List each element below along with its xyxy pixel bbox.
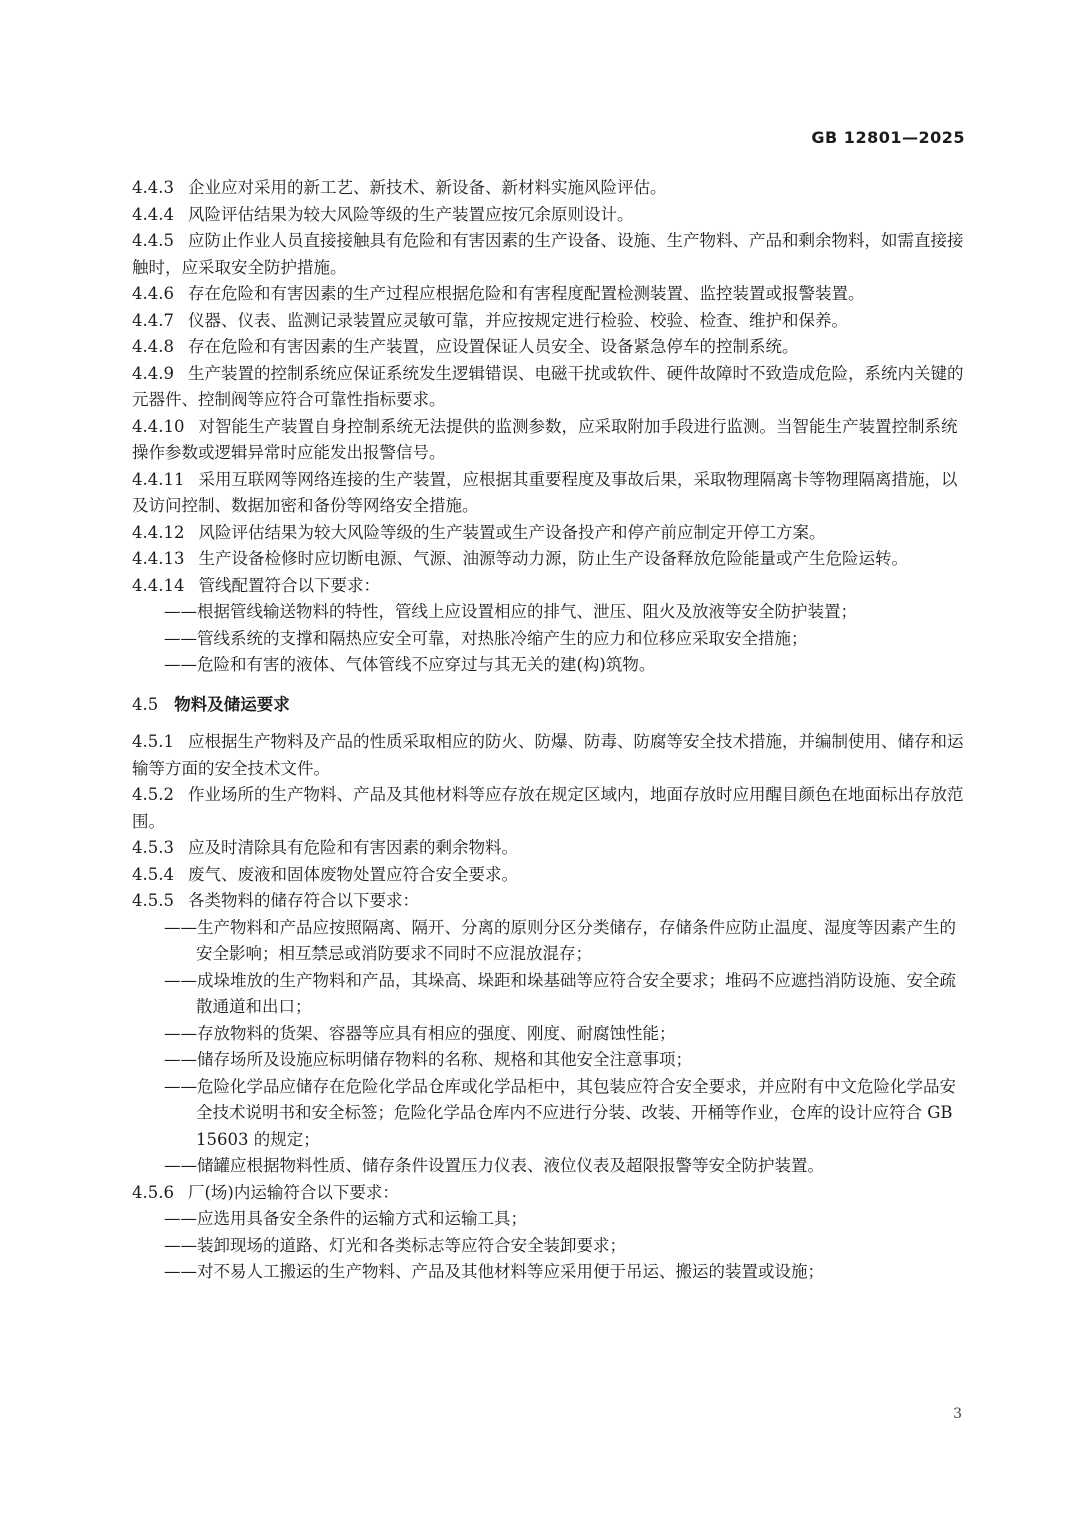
clause-number: 4.5.3 bbox=[132, 838, 174, 857]
list-item: ——对不易人工搬运的生产物料、产品及其他材料等应采用便于吊运、搬运的装置或设施； bbox=[164, 1262, 824, 1281]
list-item: ——根据管线输送物料的特性，管线上应设置相应的排气、泄压、阻火及放液等安全防护装置； bbox=[164, 602, 857, 621]
standard-header: GB 12801—2025 bbox=[811, 128, 965, 147]
clause-number: 4.4.4 bbox=[132, 204, 174, 224]
clause-text: 存在危险和有害因素的生产过程应根据危险和有害程度配置检测装置、监控装置或报警装置。 bbox=[187, 284, 865, 303]
clause-number: 4.4.12 bbox=[132, 522, 185, 542]
clause-number: 4.5 bbox=[132, 694, 159, 714]
clause-number: 4.4.11 bbox=[132, 469, 185, 489]
list-item: ——生产物料和产品应按照隔离、隔开、分离的原则分区分类储存，存储条件应防止温度、湿度等因素产生的安全影响；相互禁忌或消防要求不同时不应混放混存； bbox=[164, 917, 956, 963]
clause-text: 采用互联网等网络连接的生产装置，应根据其重要程度及事故后果，采取物理隔离卡等物理隔离措施，以及访问控制、数据加密和备份等网络安全措施。 bbox=[132, 469, 958, 515]
clause-paragraph bbox=[132, 888, 965, 915]
clause-text: 对智能生产装置自身控制系统无法提供的监测参数，应采取附加手段进行监测。当智能生产装置控制系统操作参数或逻辑异常时应能发出报警信号。 bbox=[132, 416, 958, 462]
clause-paragraph bbox=[132, 202, 965, 229]
clause-paragraph bbox=[132, 467, 965, 520]
clause-number: 4.4.7 bbox=[132, 310, 174, 330]
clause-number: 4.5.6 bbox=[132, 1182, 174, 1202]
clause-number: 4.4.14 bbox=[132, 575, 185, 595]
list-item: ——装卸现场的道路、灯光和各类标志等应符合安全装卸要求； bbox=[164, 1235, 626, 1255]
clause-paragraph bbox=[132, 361, 965, 414]
list-item: ——储罐应根据物料性质、储存条件设置压力仪表、液位仪表及超限报警等安全防护装置。 bbox=[164, 1156, 824, 1175]
clause-text: 应及时清除具有危险和有害因素的剩余物料。 bbox=[187, 838, 518, 857]
clause-number: 4.5.5 bbox=[132, 891, 174, 910]
list-item: ——管线系统的支撑和隔热应安全可靠，对热胀冷缩产生的应力和位移应采取安全措施； bbox=[164, 628, 808, 648]
clause-number: 4.5.1 bbox=[132, 732, 174, 751]
list-item: ——危险化学品应储存在危险化学品仓库或化学品柜中，其包装应符合安全要求，并应附有中文危险化学品安全技术说明书和安全标签；危险化学品仓库内不应进行分装、改装、开桶等作业，仓库的设计应符合 GB 15603 的规定； bbox=[164, 1076, 956, 1149]
clause-paragraph bbox=[132, 862, 965, 889]
clause-number: 4.4.5 bbox=[132, 231, 174, 250]
clause-paragraph bbox=[132, 573, 965, 600]
clause-paragraph bbox=[132, 281, 965, 308]
clause-paragraph bbox=[132, 334, 965, 361]
clause-text: 废气、废液和固体废物处置应符合安全要求。 bbox=[187, 864, 518, 884]
section-title: 物料及储运要求 bbox=[174, 694, 290, 714]
list-item: ——储存场所及设施应标明储存物料的名称、规格和其他安全注意事项； bbox=[164, 1050, 692, 1069]
clause-paragraph bbox=[132, 308, 965, 335]
clause-paragraph bbox=[132, 175, 965, 202]
clause-text: 企业应对采用的新工艺、新技术、新设备、新材料实施风险评估。 bbox=[187, 178, 667, 197]
clause-text: 应根据生产物料及产品的性质采取相应的防火、防爆、防毒、防腐等安全技术措施，并编制使用、储存和运输等方面的安全技术文件。 bbox=[132, 732, 964, 778]
clause-text: 存在危险和有害因素的生产装置，应设置保证人员安全、设备紧急停车的控制系统。 bbox=[187, 337, 799, 356]
clause-paragraph bbox=[132, 414, 965, 467]
clause-text: 厂(场)内运输符合以下要求： bbox=[187, 1182, 399, 1202]
clause-paragraph bbox=[132, 782, 965, 835]
clause-number: 4.4.3 bbox=[132, 178, 174, 197]
list-item: ——应选用具备安全条件的运输方式和运输工具； bbox=[164, 1209, 527, 1228]
clause-paragraph bbox=[132, 1180, 965, 1207]
clause-number: 4.4.13 bbox=[132, 549, 185, 568]
clause-text: 风险评估结果为较大风险等级的生产装置或生产设备投产和停产前应制定开停工方案。 bbox=[198, 522, 826, 542]
clause-paragraph bbox=[132, 835, 965, 862]
clause-text: 各类物料的储存符合以下要求： bbox=[187, 891, 419, 910]
clause-text: 生产设备检修时应切断电源、气源、油源等动力源，防止生产设备释放危险能量或产生危险运转。 bbox=[198, 549, 908, 568]
clause-number: 4.5.4 bbox=[132, 864, 174, 884]
clause-text: 仪器、仪表、监测记录装置应灵敏可靠，并应按规定进行检验、校验、检查、维护和保养。 bbox=[187, 310, 848, 330]
document-body bbox=[132, 175, 965, 1286]
clause-paragraph bbox=[132, 228, 965, 281]
clause-number: 4.4.6 bbox=[132, 284, 174, 303]
clause-number: 4.4.9 bbox=[132, 363, 174, 383]
clause-paragraph bbox=[132, 546, 965, 573]
section-heading bbox=[132, 692, 965, 719]
clause-text: 风险评估结果为较大风险等级的生产装置应按冗余原则设计。 bbox=[187, 204, 634, 224]
clause-paragraph bbox=[132, 520, 965, 547]
clause-number: 4.5.2 bbox=[132, 785, 174, 804]
list-item: ——危险和有害的液体、气体管线不应穿过与其无关的建(构)筑物。 bbox=[164, 655, 656, 674]
clause-number: 4.4.10 bbox=[132, 416, 185, 436]
clause-number: 4.4.8 bbox=[132, 337, 174, 356]
clause-paragraph bbox=[132, 729, 965, 782]
clause-text: 生产装置的控制系统应保证系统发生逻辑错误、电磁干扰或软件、硬件故障时不致造成危险，系统内关键的元器件、控制阀等应符合可靠性指标要求。 bbox=[132, 363, 964, 409]
list-item: ——存放物料的货架、容器等应具有相应的强度、刚度、耐腐蚀性能； bbox=[164, 1023, 676, 1043]
list-item: ——成垛堆放的生产物料和产品，其垛高、垛距和垛基础等应符合安全要求；堆码不应遮挡消防设施、安全疏散通道和出口； bbox=[164, 970, 956, 1016]
page-number: 3 bbox=[953, 1406, 962, 1422]
clause-text: 应防止作业人员直接接触具有危险和有害因素的生产设备、设施、生产物料、产品和剩余物料，如需直接接触时，应采取安全防护措施。 bbox=[132, 231, 964, 277]
clause-text: 管线配置符合以下要求： bbox=[198, 575, 380, 595]
clause-text: 作业场所的生产物料、产品及其他材料等应存放在规定区域内，地面存放时应用醒目颜色在地面标出存放范围。 bbox=[132, 785, 964, 831]
